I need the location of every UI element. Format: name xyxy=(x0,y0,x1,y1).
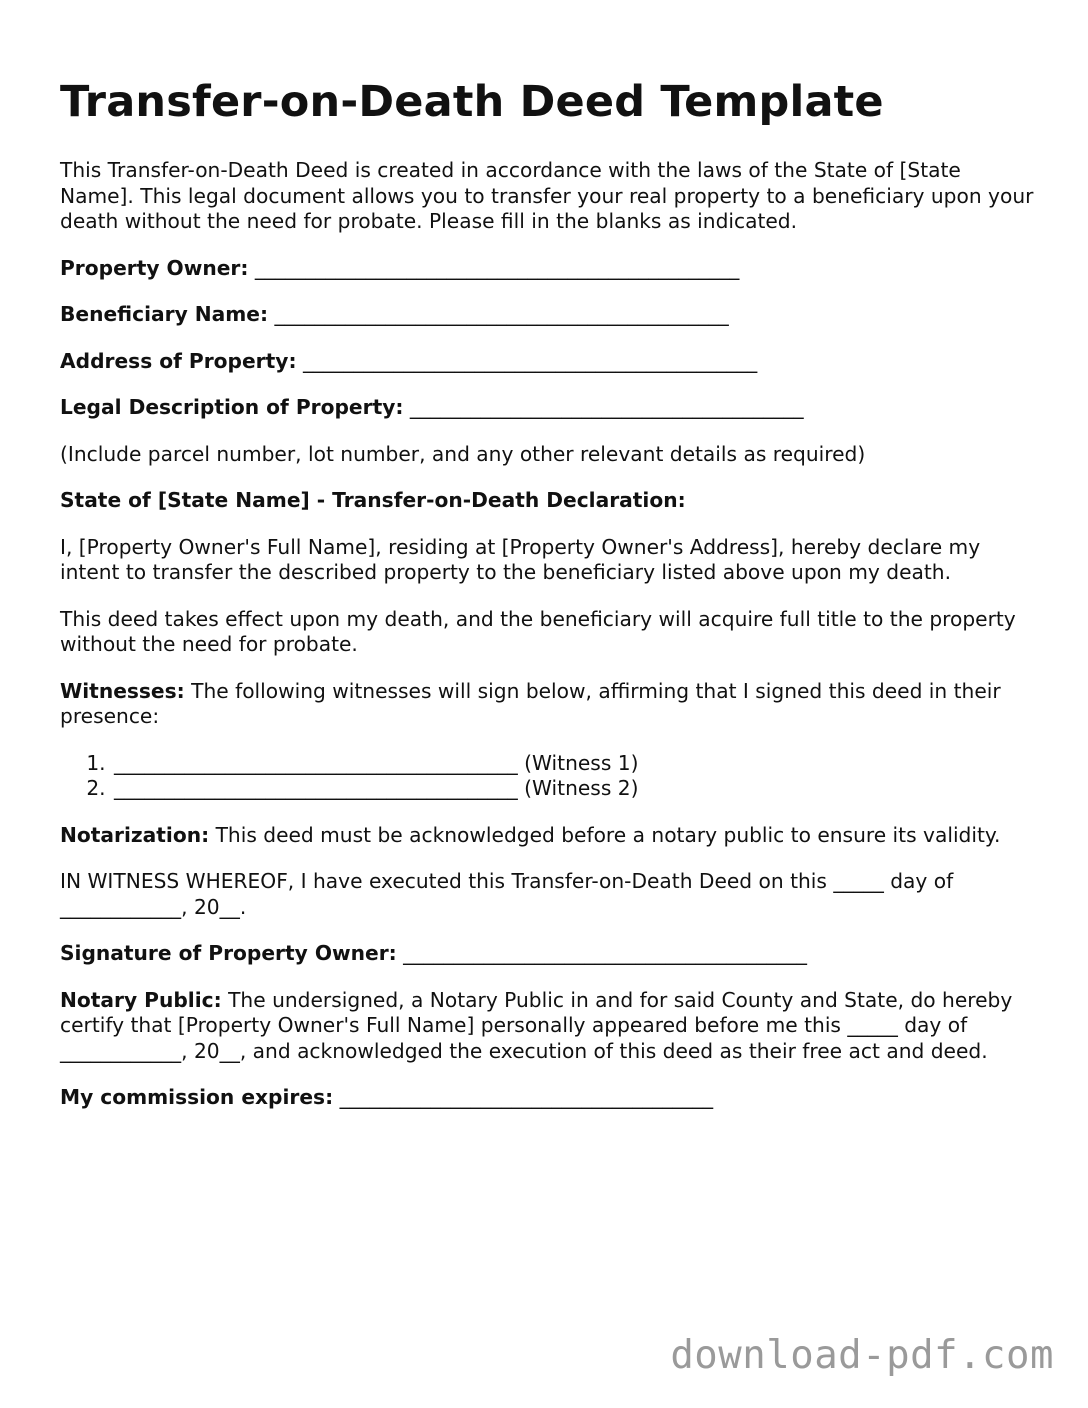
beneficiary-name-blank: _____________________________________________ xyxy=(274,302,729,326)
notary-public-paragraph xyxy=(60,988,1035,1065)
beneficiary-name-label: Beneficiary Name: xyxy=(60,302,269,326)
commission-label: My commission expires: xyxy=(60,1085,334,1109)
witness-line-1: 1. ________________________________________ (Witness 1) xyxy=(112,751,1035,777)
signature-label: Signature of Property Owner: xyxy=(60,941,397,965)
witnesses-paragraph xyxy=(60,679,1035,730)
commission-field xyxy=(60,1085,1035,1111)
effect-paragraph: This deed takes effect upon my death, and the beneficiary will acquire full title to the property without the need for probate. xyxy=(60,606,1016,656)
notary-public-text: The undersigned, a Notary Public in and for said County and State, do hereby certify that [Property Owner's Full Name] personally appeared before me this _____ day of ____________, 20__, and acknowledged the execution of this deed as their free act and deed. xyxy=(60,987,1013,1063)
signature-blank: ________________________________________ xyxy=(403,941,807,965)
witness-list xyxy=(60,751,1035,802)
notarization-paragraph xyxy=(60,823,1035,849)
notarization-text: This deed must be acknowledged before a notary public to ensure its validity. xyxy=(209,822,1001,847)
legal-description-blank: _______________________________________ xyxy=(409,395,804,419)
witnesses-label: Witnesses: xyxy=(60,678,185,703)
beneficiary-name-field xyxy=(60,302,1035,328)
page-title: Transfer-on-Death Deed Template xyxy=(60,77,884,127)
in-witness-paragraph: IN WITNESS WHEREOF, I have executed this Transfer-on-Death Deed on this _____ day of ____________, 20__. xyxy=(60,869,954,919)
property-owner-blank: ________________________________________________ xyxy=(254,255,740,280)
address-of-property-blank: _____________________________________________ xyxy=(302,348,758,373)
witnesses-text: The following witnesses will sign below, affirming that I signed this deed in their presence: xyxy=(60,678,1001,728)
legal-description-note: (Include parcel number, lot number, and any other relevant details as required) xyxy=(60,441,866,466)
commission-blank: _____________________________________ xyxy=(339,1085,714,1109)
legal-description-label: Legal Description of Property: xyxy=(60,395,404,419)
intro-paragraph: This Transfer-on-Death Deed is created in accordance with the laws of the State of [State Name]. This legal document allows you to transfer your real property to a beneficiary upon your death without the need for probate. Please fill in the blanks as indicated. xyxy=(60,158,1034,233)
notary-public-label: Notary Public: xyxy=(60,987,222,1012)
address-of-property-field xyxy=(60,349,1035,375)
declaration-heading: State of [State Name] - Transfer-on-Death Declaration: xyxy=(60,488,686,512)
signature-field xyxy=(60,941,1035,967)
notarization-label: Notarization: xyxy=(60,822,210,847)
property-owner-label: Property Owner: xyxy=(60,255,249,280)
witness-line-2: 2. ________________________________________ (Witness 2) xyxy=(112,776,1035,802)
property-owner-field xyxy=(60,256,1035,282)
legal-description-field xyxy=(60,395,1035,421)
address-of-property-label: Address of Property: xyxy=(60,348,297,373)
document-page xyxy=(60,74,1035,1132)
watermark-text: download-pdf.com xyxy=(670,1333,1054,1378)
declaration-paragraph: I, [Property Owner's Full Name], residing at [Property Owner's Address], hereby declare my intent to transfer the described property to the beneficiary listed above upon my death. xyxy=(60,534,981,584)
